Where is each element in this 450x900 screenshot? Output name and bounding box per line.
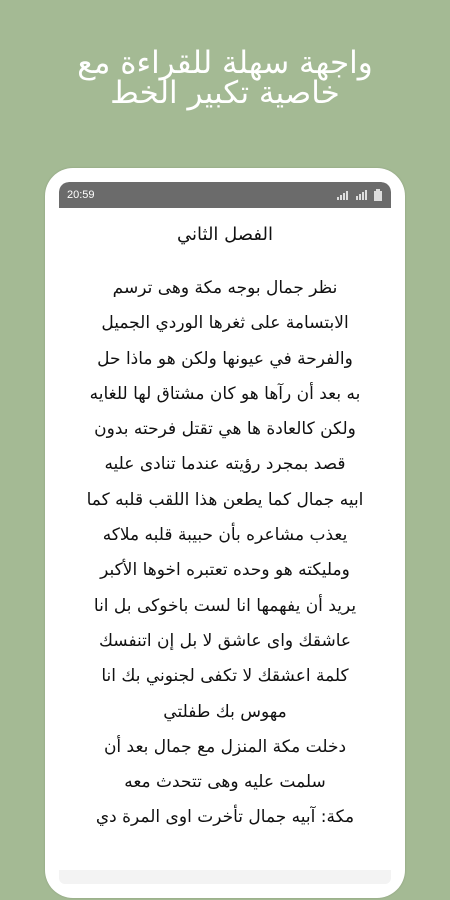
battery-icon [373,189,383,201]
reader-content [59,271,391,836]
text-line: والفرحة في عيونها ولكن هو ماذا حل [97,348,353,369]
text-line: مهوس بك طفلتي [163,701,287,722]
text-line: دخلت مكة المنزل مع جمال بعد أن [103,736,347,757]
status-bar [59,182,391,208]
text-line: ومليكته هو وحده تعتبره اخوها الأكبر [100,560,350,581]
promo-caption [0,45,450,111]
text-line: به بعد أن رآها هو كان مشتاق لها للغايه [89,383,361,404]
text-line: قصد بمجرد رؤيته عندما تنادى عليه [104,454,346,475]
wifi-icon [356,190,368,200]
signal-icon [337,190,351,200]
chapter-title: الفصل الثاني [177,224,273,245]
text-line: كلمة اعشقك لا تكفى لجنوني بك انا [101,666,349,687]
promo-line-2: خاصية تكبير الخط [110,75,340,111]
text-line: ولكن كالعادة ها هي تقتل فرحته بدون [94,419,356,440]
text-line: مكة: آبيه جمال تأخرت اوى المرة دي [95,807,355,828]
text-line: يريد أن يفهمها انا لست باخوكى بل انا [93,595,357,616]
text-line: ابيه جمال كما يطعن هذا اللقب قلبه كما [86,489,364,510]
text-line: عاشقك واى عاشق لا بل إن اتنفسك [98,630,352,651]
phone-screen [59,182,391,884]
phone-frame [45,168,405,898]
bottom-bar [59,870,391,884]
text-line: نظر جمال بوجه مكة وهى ترسم [112,278,338,298]
text-line: يعذب مشاعره بأن حبيبة قلبه ملاكه [102,525,348,546]
text-line: الابتسامة على ثغرها الوردي الجميل [101,313,349,334]
text-line: سلمت عليه وهى تتحدث معه [124,772,326,793]
status-time: 20:59 [67,189,95,201]
promo-line-1: واجهة سهلة للقراءة مع [77,45,373,81]
status-icons [337,189,383,201]
